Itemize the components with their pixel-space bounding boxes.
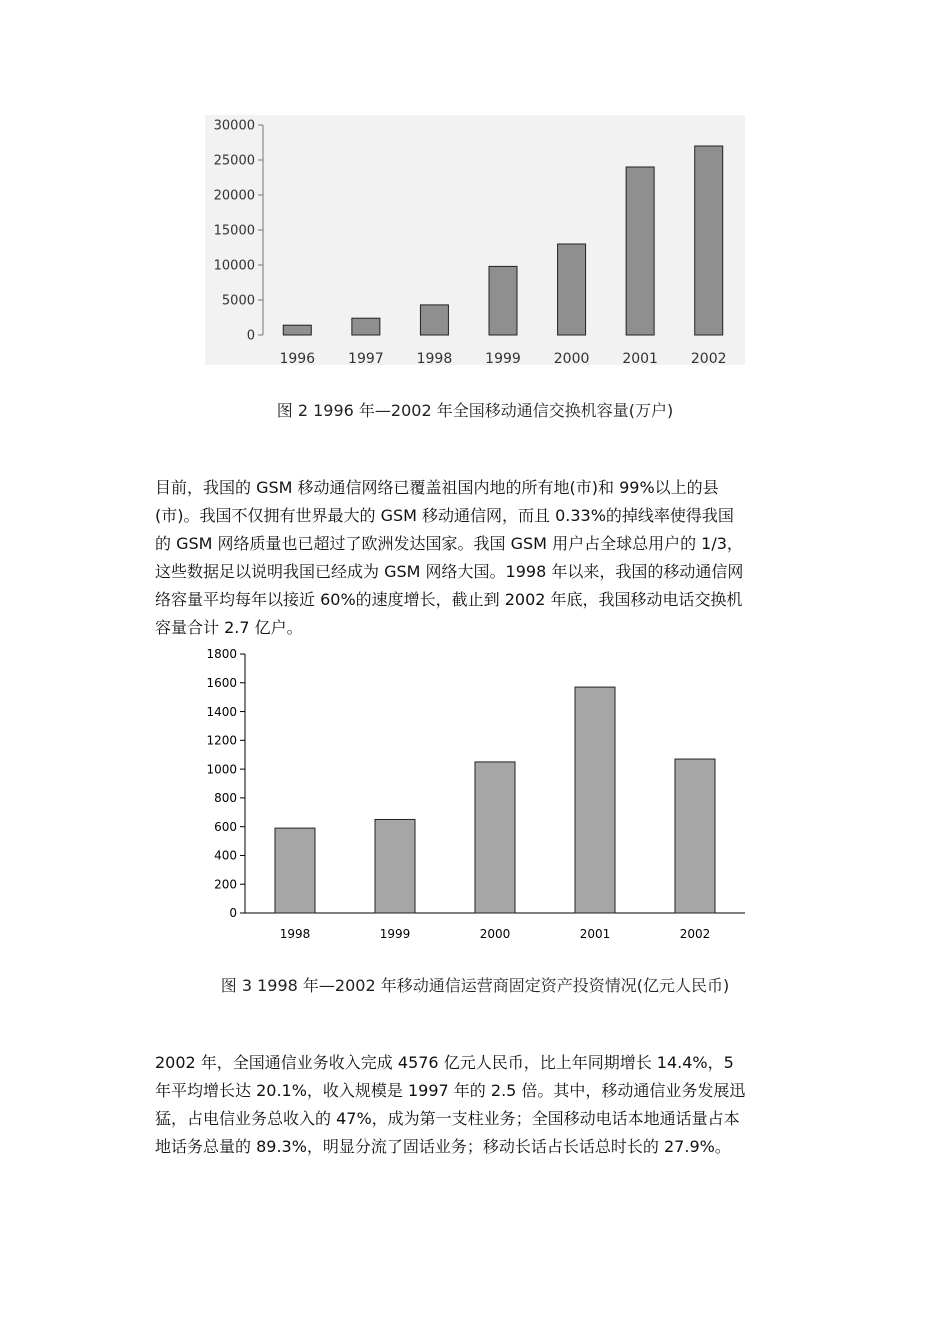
paragraph-line: 地话务总量的 89.3%，明显分流了固话业务；移动长话占长话总时长的 27.9%。 xyxy=(155,1137,731,1156)
paragraph-line: 年平均增长达 20.1%，收入规模是 1997 年的 2.5 倍。其中，移动通信业务发展迅 xyxy=(155,1081,746,1100)
chart1-x-tick-label: 2001 xyxy=(622,351,658,367)
chart1-y-tick-label: 0 xyxy=(246,328,255,344)
chart2-x-tick-label: 1998 xyxy=(279,927,311,941)
paragraph-line: 2002 年，全国通信业务收入完成 4576 亿元人民币，比上年同期增长 14.4%，5 xyxy=(155,1053,734,1072)
chart1-y-tick-label: 25000 xyxy=(213,153,255,169)
paragraph-line: 这些数据足以说明我国已经成为 GSM 网络大国。1998 年以来，我国的移动通信网 xyxy=(155,562,744,581)
paragraph-line: (市)。我国不仅拥有世界最大的 GSM 移动通信网，而且 0.33%的掉线率使得我国 xyxy=(155,506,734,525)
paragraph-line: 容量合计 2.7 亿户。 xyxy=(155,618,303,637)
chart1-y-tick-label: 30000 xyxy=(213,118,255,134)
chart2-y-tick-label: 400 xyxy=(214,848,237,863)
chart2-x-tick-label: 1999 xyxy=(379,927,411,941)
chart2-x-tick-label: 2001 xyxy=(579,927,611,941)
capacity-bar-chart xyxy=(195,110,755,375)
paragraph-line: 目前，我国的 GSM 移动通信网络已覆盖祖国内地的所有地(市)和 99%以上的县 xyxy=(155,478,719,497)
chart1-x-tick-label: 2000 xyxy=(553,351,590,367)
chart2-bar xyxy=(675,759,715,913)
chart2-x-tick-label: 2000 xyxy=(479,927,511,941)
chart1-bar xyxy=(420,305,448,335)
chart1-bar xyxy=(352,318,380,335)
investment-bar-chart xyxy=(190,640,760,950)
figure-2-caption: 图 2 1996 年—2002 年全国移动通信交换机容量(万户) xyxy=(276,401,674,420)
figure-3-caption: 图 3 1998 年—2002 年移动通信运营商固定资产投资情况(亿元人民币) xyxy=(220,976,730,995)
chart2-y-tick-label: 0 xyxy=(229,906,237,921)
chart1-bar xyxy=(626,167,654,335)
chart1-x-tick-label: 1998 xyxy=(416,351,453,367)
chart1-x-tick-label: 1997 xyxy=(348,351,384,367)
paragraph-line: 猛，占电信业务总收入的 47%，成为第一支柱业务；全国移动电话本地通话量占本 xyxy=(155,1109,740,1128)
chart1-bar xyxy=(283,325,311,335)
paragraph-revenue xyxy=(155,1049,745,1161)
chart1-x-tick-label: 1999 xyxy=(485,351,521,367)
paragraph-line: 的 GSM 网络质量也已超过了欧洲发达国家。我国 GSM 用户占全球总用户的 1/3， xyxy=(155,534,743,553)
chart1-bar xyxy=(558,244,586,335)
chart2-y-tick-label: 1200 xyxy=(206,733,237,748)
chart2-y-tick-label: 600 xyxy=(214,819,237,834)
chart1-y-tick-label: 15000 xyxy=(213,223,255,239)
chart1-bar xyxy=(489,266,517,335)
chart1-y-tick-label: 10000 xyxy=(213,258,255,274)
chart2-y-tick-label: 1600 xyxy=(206,675,237,690)
chart1-y-tick-label: 20000 xyxy=(213,188,255,204)
chart2-y-tick-label: 200 xyxy=(214,877,237,892)
chart1-x-tick-label: 1996 xyxy=(279,351,316,367)
chart1-y-tick-label: 5000 xyxy=(221,293,255,309)
chart2-y-tick-label: 1800 xyxy=(206,647,237,662)
chart2-bar xyxy=(575,687,615,913)
chart1-x-tick-label: 2002 xyxy=(690,351,727,367)
chart2-y-tick-label: 800 xyxy=(214,791,237,806)
chart1-bar xyxy=(695,146,723,335)
chart2-y-tick-label: 1400 xyxy=(206,704,237,719)
chart2-x-tick-label: 2002 xyxy=(679,927,711,941)
chart2-bar xyxy=(275,828,315,913)
paragraph-line: 络容量平均每年以接近 60%的速度增长，截止到 2002 年底，我国移动电话交换机 xyxy=(155,590,743,609)
paragraph-gsm-network xyxy=(155,474,743,642)
chart2-y-tick-label: 1000 xyxy=(206,762,237,777)
chart2-bar xyxy=(475,762,515,913)
chart2-bar xyxy=(375,819,415,913)
